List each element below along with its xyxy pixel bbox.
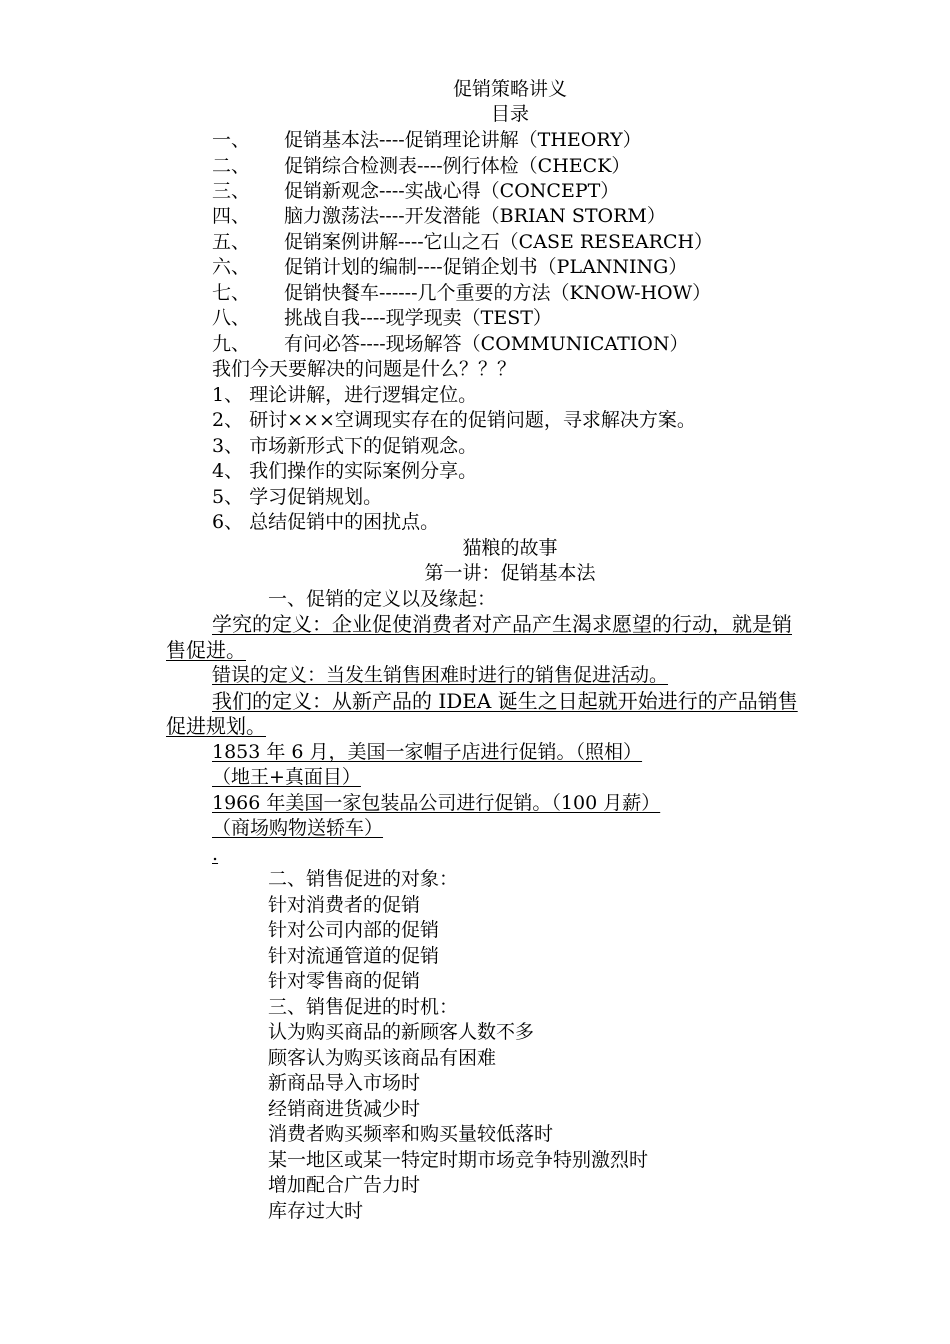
- list-item: 认为购买商品的新顾客人数不多: [268, 1021, 535, 1043]
- list-item: 针对零售商的促销: [268, 970, 421, 992]
- list-item: 针对消费者的促销: [268, 894, 421, 916]
- goal-item: 3、 市场新形式下的促销观念。: [212, 435, 478, 457]
- toc-number: 一、: [212, 129, 251, 151]
- toc-number: 八、: [212, 307, 251, 329]
- list-item: 新商品导入市场时: [268, 1072, 421, 1094]
- section-heading: 一、促销的定义以及缘起：: [268, 588, 497, 610]
- academic-definition: 学究的定义：企业促使消费者对产品产生渴求愿望的行动，就是销: [212, 612, 792, 636]
- toc-number: 七、: [212, 282, 251, 304]
- toc-number: 四、: [212, 205, 251, 227]
- section-heading: 三、销售促进的时机：: [268, 996, 459, 1018]
- toc-number: 三、: [212, 180, 251, 202]
- goal-item: 2、 研讨×××空调现实存在的促销问题，寻求解决方案。: [212, 409, 696, 431]
- question-line: 我们今天要解决的问题是什么？？？: [212, 358, 517, 380]
- list-item: 针对流通管道的促销: [268, 945, 440, 967]
- toc-text: 促销基本法----促销理论讲解（THEORY）: [284, 129, 642, 151]
- toc-heading: 目录: [490, 103, 529, 125]
- section-heading: 二、销售促进的对象：: [268, 868, 459, 890]
- toc-text: 脑力激荡法----开发潜能（BRIAN STORM）: [284, 205, 666, 227]
- list-item: 消费者购买频率和购买量较低落时: [268, 1123, 554, 1145]
- document-title: 促销策略讲义: [452, 78, 567, 100]
- list-item: 经销商进货减少时: [268, 1098, 421, 1120]
- lecture-title: 第一讲：促销基本法: [424, 562, 596, 584]
- list-item: 顾客认为购买该商品有困难: [268, 1047, 497, 1069]
- toc-number: 五、: [212, 231, 251, 253]
- stray-mark: .: [212, 843, 219, 865]
- our-definition: 我们的定义：从新产品的 IDEA 诞生之日起就开始进行的产品销售: [212, 689, 798, 713]
- history-note: （商场购物送轿车）: [212, 817, 384, 839]
- toc-number: 二、: [212, 155, 251, 177]
- list-item: 库存过大时: [268, 1200, 364, 1222]
- history-note: （地王+真面目）: [212, 766, 361, 788]
- history-item: 1853 年 6 月，美国一家帽子店进行促销。（照相）: [212, 741, 643, 763]
- goal-item: 1、 理论讲解，进行逻辑定位。: [212, 384, 478, 406]
- list-item: 增加配合广告力时: [268, 1174, 421, 1196]
- toc-text: 促销新观念----实战心得（CONCEPT）: [284, 180, 620, 202]
- history-item: 1966 年美国一家包装品公司进行促销。（100 月薪）: [212, 792, 661, 814]
- toc-text: 有问必答----现场解答（COMMUNICATION）: [284, 333, 689, 355]
- story-title: 猫粮的故事: [462, 537, 558, 559]
- toc-number: 六、: [212, 256, 251, 278]
- toc-text: 挑战自我----现学现卖（TEST）: [284, 307, 552, 329]
- toc-text: 促销案例讲解----它山之石（CASE RESEARCH）: [284, 231, 714, 253]
- goal-item: 4、 我们操作的实际案例分享。: [212, 460, 478, 482]
- toc-number: 九、: [212, 333, 251, 355]
- toc-text: 促销快餐车------几个重要的方法（KNOW-HOW）: [284, 282, 712, 304]
- list-item: 针对公司内部的促销: [268, 919, 440, 941]
- toc-text: 促销综合检测表----例行体检（CHECK）: [284, 155, 631, 177]
- toc-text: 促销计划的编制----促销企划书（PLANNING）: [284, 256, 688, 278]
- list-item: 某一地区或某一特定时期市场竞争特别激烈时: [268, 1149, 649, 1171]
- wrong-definition: 错误的定义：当发生销售困难时进行的销售促进活动。: [212, 664, 669, 686]
- goal-item: 5、 学习促销规划。: [212, 486, 383, 508]
- our-definition-cont: 促进规划。: [166, 714, 266, 738]
- goal-item: 6、 总结促销中的困扰点。: [212, 511, 440, 533]
- academic-definition-cont: 售促进。: [166, 638, 246, 662]
